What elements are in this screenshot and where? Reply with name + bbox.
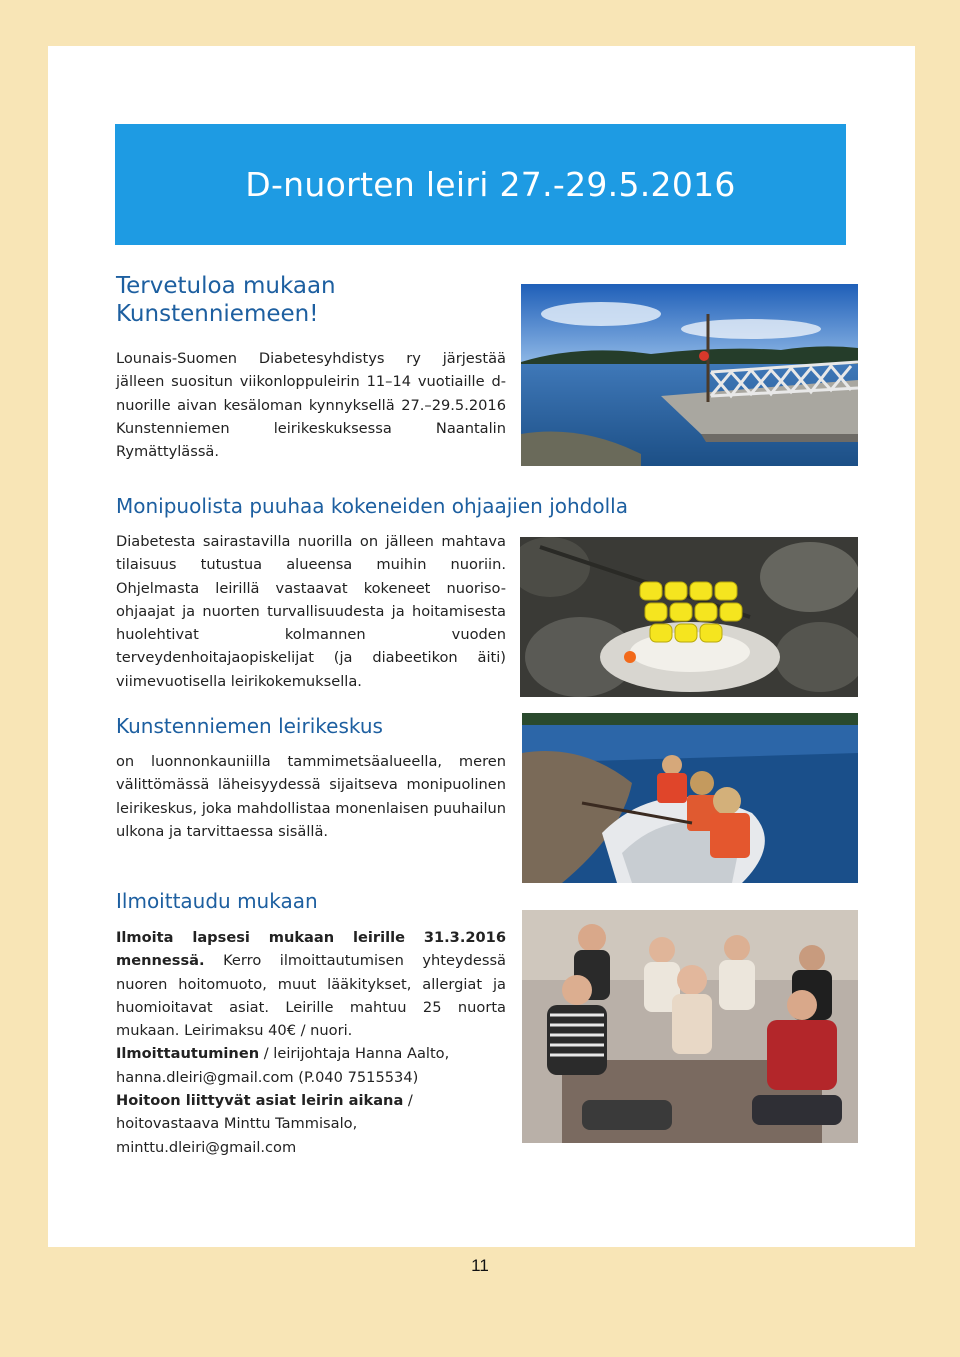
dock-photo	[521, 284, 858, 466]
page-title: D-nuorten leiri 27.-29.5.2016	[245, 165, 736, 204]
welcome-text: Lounais-Suomen Diabetesyhdistys ry järjestää jälleen suositun viikonloppuleirin 11–14 vuotiaille d-nuorille aivan kesäloman kynnyksellä 27.–29.5.2016 Kunstenniemen leirikeskuksessa Naantalin Rymättylässä.	[116, 350, 506, 461]
group-photo	[522, 910, 858, 1143]
campfire-photo	[520, 537, 858, 697]
welcome-heading-line2: Kunstenniemeen!	[116, 301, 319, 327]
signup-heading: Ilmoittaudu mukaan	[116, 889, 318, 913]
care-matters-slash: /	[403, 1092, 413, 1110]
signup-text	[116, 926, 506, 1159]
activities-heading: Monipuolista puuhaa kokeneiden ohjaajien johdolla	[116, 494, 628, 518]
registration-email: hanna.dleiri@gmail.com (P.040 7515534)	[116, 1068, 419, 1086]
camp-center-heading: Kunstenniemen leirikeskus	[116, 714, 383, 738]
care-contact-email: minttu.dleiri@gmail.com	[116, 1138, 297, 1156]
care-matters-label: Hoitoon liittyvät asiat leirin aikana	[116, 1092, 404, 1110]
registration-contact-name: / leirijohtaja Hanna Aalto,	[259, 1045, 450, 1063]
title-banner	[115, 124, 846, 245]
signup-deadline: Ilmoita lapsesi mukaan leirille 31.3.2016 mennessä.	[116, 929, 506, 970]
care-contact-name: hoitovastaava Minttu Tammisalo,	[116, 1115, 358, 1133]
activities-text: Diabetesta sairastavilla nuorilla on jälleen mahtava tilaisuus tutustua alueensa muihin nuoriin. Ohjelmasta leirillä vastaavat kokeneet nuoriso-ohjaajat ja nuorten turvallisuudesta ja hoitamisesta huolehtivat kolmannen vuoden terveydenhoitajaopiskelijat (ja diabeetikon äiti) viimevuotisella leirikokemuksella.	[116, 533, 506, 690]
page-number: 11	[471, 1256, 489, 1275]
rowboat-photo	[522, 713, 858, 883]
camp-center-text: on luonnonkauniilla tammimetsäalueella, meren välittömässä läheisyydessä sijaitseva monipuolinen leirikeskus, joka mahdollistaa monenlaisen puuhailun ulkona ja tarvittaessa sisällä.	[116, 753, 506, 840]
registration-label: Ilmoittautuminen	[116, 1045, 260, 1063]
welcome-heading-line1: Tervetuloa mukaan	[116, 273, 336, 299]
welcome-heading	[116, 272, 336, 328]
signup-details: Kerro ilmoittautumisen yhteydessä nuoren hoitomuoto, muut lääkitykset, allergiat ja huomioitavat asiat. Leirille mahtuu 25 nuorta mukaan. Leirimaksu 40€ / nuori.	[116, 952, 506, 1040]
